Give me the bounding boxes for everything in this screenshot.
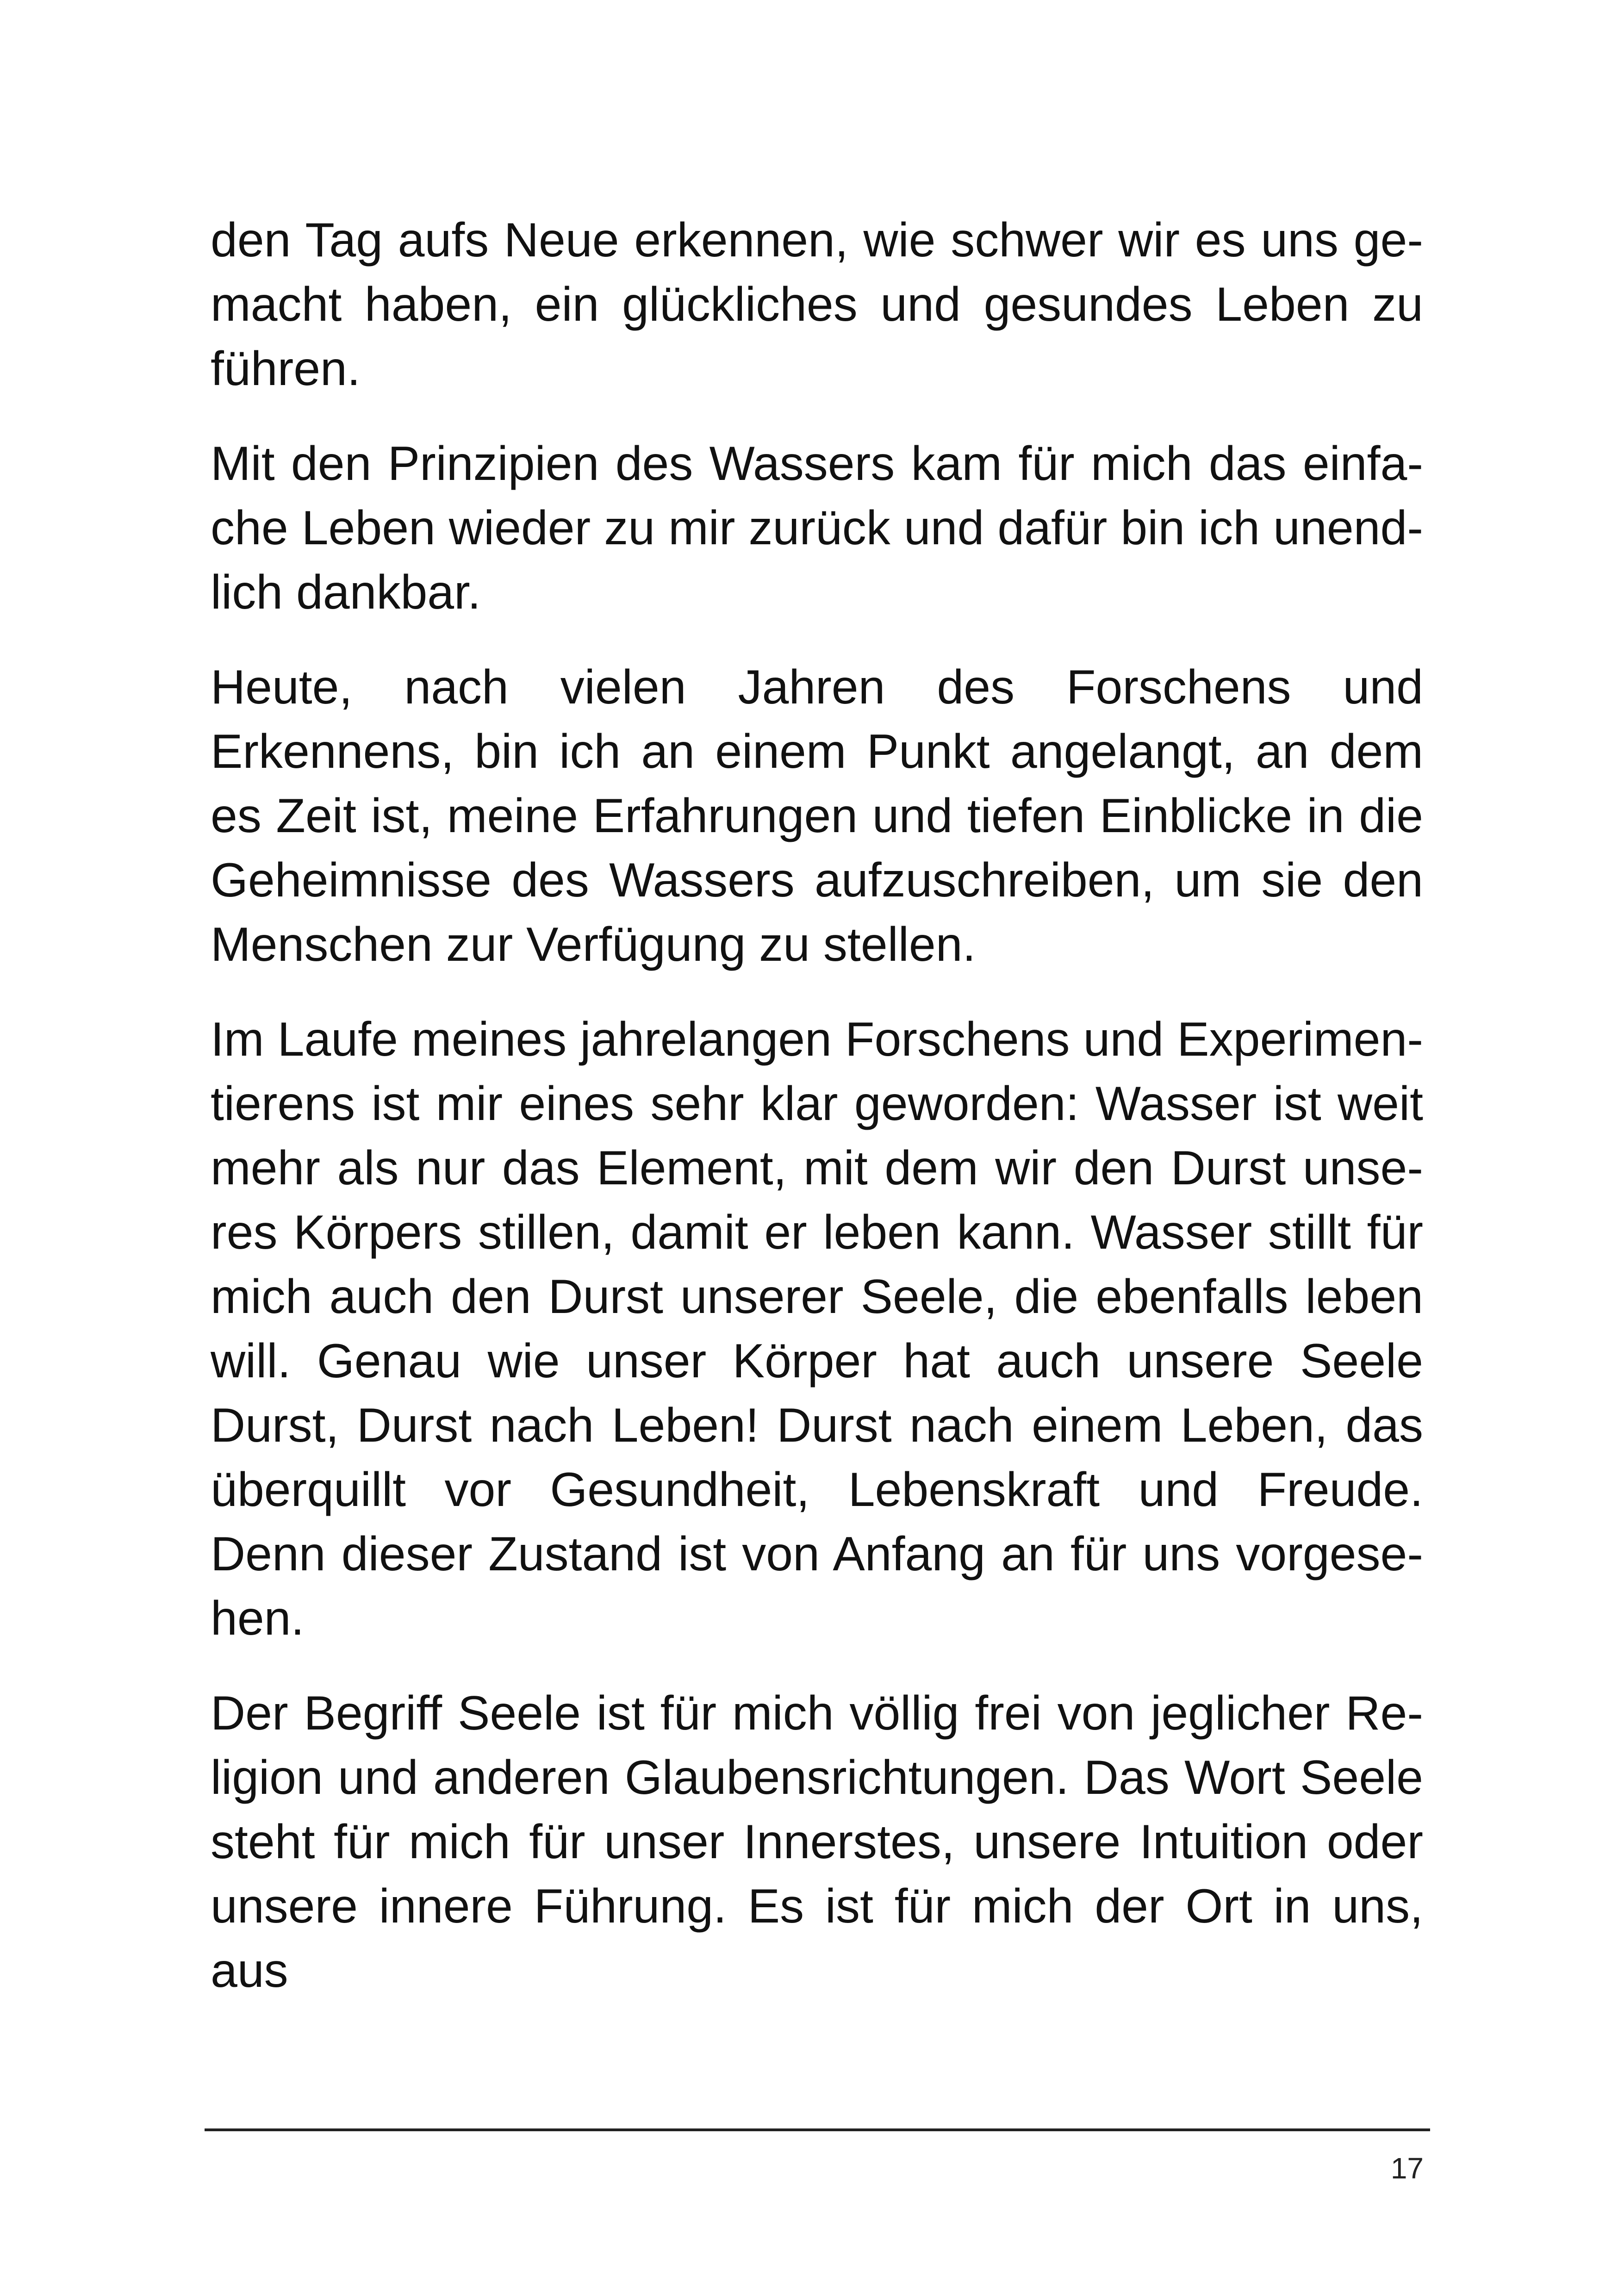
paragraph-3: Heute, nach vielen Jahren des Forschens und Erkennens, bin ich an einem Punkt angelangt, an dem es Zeit ist, meine Erfahrungen und tiefen Einblicke in die Geheimnisse des Wassers aufzuschreiben, um sie den Menschen zur Verfügung zu stellen. [211, 660, 1423, 971]
footer-rule [205, 2128, 1430, 2131]
page-body [211, 208, 1423, 2034]
paragraph-1: den Tag aufs Neue erkennen, wie schwer wir es uns gemacht haben, ein glückliches und gesundes Leben zu führen. [211, 213, 1423, 396]
paragraph-2: Mit den Prinzipien des Wassers kam für mich das einfache Leben wieder zu mir zurück und dafür bin ich unendlich dankbar. [211, 437, 1423, 619]
paragraph-5: Der Begriff Seele ist für mich völlig frei von jeglicher Religion und anderen Glaubensrichtungen. Das Wort Seele steht für mich für unser Innerstes, unsere Intuition oder unsere innere Führung. Es ist für mich der Ort in uns, aus [211, 1686, 1423, 1997]
paragraph-4: Im Laufe meines jahrelangen Forschens und Experimentierens ist mir eines sehr klar geworden: Wasser ist weit mehr als nur das Element, mit dem wir den Durst unseres Körpers stillen, damit er leben kann. Wasser stillt für mich auch den Durst unserer Seele, die ebenfalls leben will. Genau wie unser Körper hat auch unsere Seele Durst, Durst nach Leben! Durst nach einem Leben, das überquillt vor Gesundheit, Lebenskraft und Freude. Denn dieser Zustand ist von Anfang an für uns vorgesehen. [211, 1013, 1423, 1645]
page-number: 17 [1390, 2152, 1424, 2185]
